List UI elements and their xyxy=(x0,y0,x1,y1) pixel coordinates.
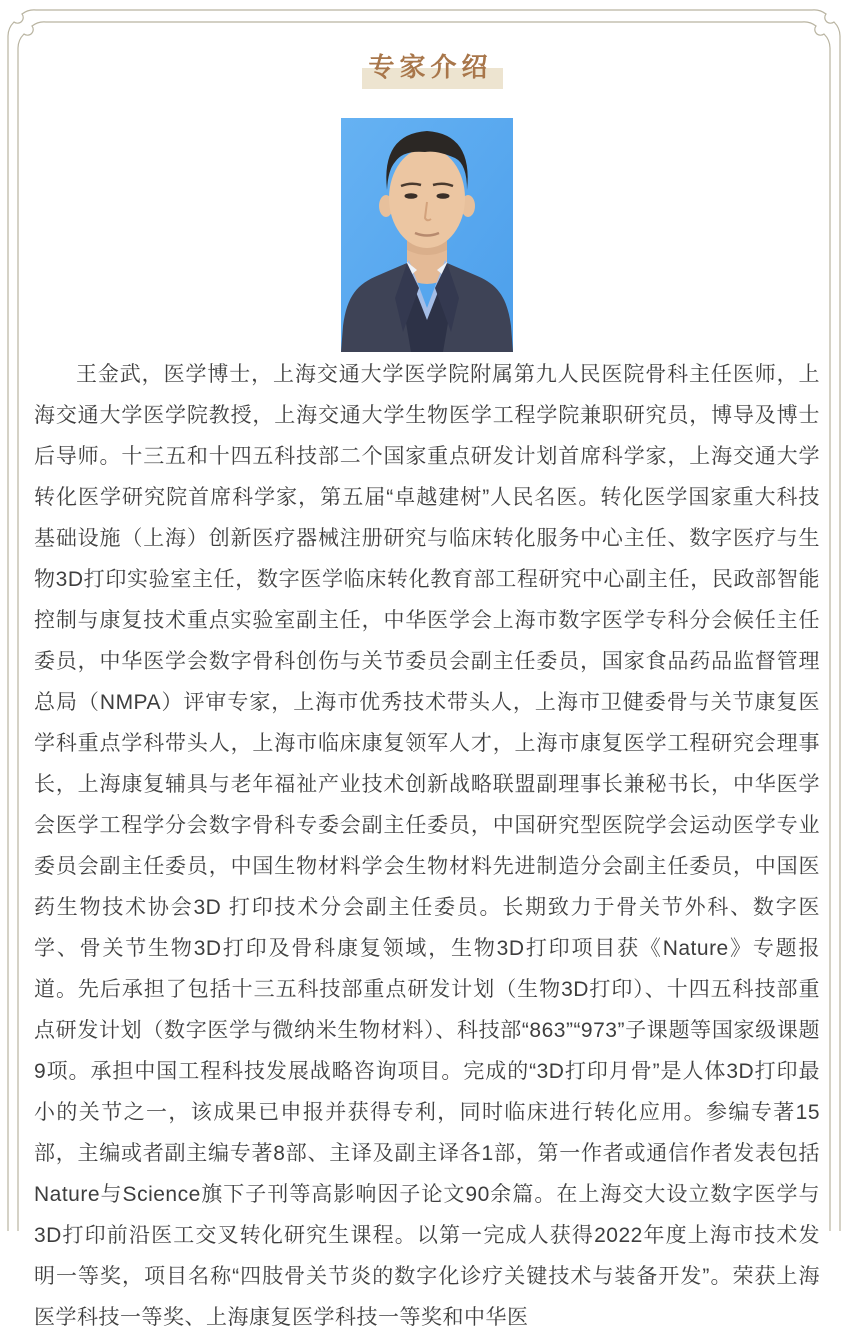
page-title: 专家介绍 xyxy=(368,52,493,82)
bio-paragraph: 王金武，医学博士，上海交通大学医学院附属第九人民医院骨科主任医师，上海交通大学医学院教授，上海交通大学生物医学工程学院兼职研究员，博导及博士后导师。十三五和十四五科技部二个国家重点研发计划首席科学家，上海交通大学转化医学研究院首席科学家，第五届“卓越建树”人民名医。转化医学国家重大科技基础设施（上海）创新医疗器械注册研究与临床转化服务中心主任、数字医疗与生物3D打印实验室主任，数字医学临床转化教育部工程研究中心副主任，民政部智能控制与康复技术重点实验室副主任，中华医学会上海市数字医学专科分会候任主任委员，中华医学会数字骨科创伤与关节委员会副主任委员，国家食品药品监督管理总局（NMPA）评审专家，上海市优秀技术带头人，上海市卫健委骨与关节康复医学科重点学科带头人，上海市临床康复领军人才，上海市康复医学工程研究会理事长，上海康复辅具与老年福祉产业技术创新战略联盟副理事长兼秘书长，中华医学会医学工程学分会数字骨科专委会副主任委员，中国研究型医院学会运动医学专业委员会副主任委员，中国生物材料学会生物材料先进制造分会副主任委员，中国医药生物技术协会3D 打印技术分会副主任委员。长期致力于骨关节外科、数字医学、骨关节生物3D打印及骨科康复领域，生物3D打印项目获《Nature》专题报道。先后承担了包括十三五科技部重点研发计划（生物3D打印）、十四五科技部重点研发计划（数字医学与微纳米生物材料）、科技部“863”“973”子课题等国家级课题9项。承担中国工程科技发展战略咨询项目。完成的“3D打印月骨”是人体3D打印最小的关节之一，该成果已申报并获得专利，同时临床进行转化应用。参编专著15部，主编或者副主编专著8部、主译及副主译各1部，第一作者或通信作者发表包括Nature与Science旗下子刊等高影响因子论文90余篇。在上海交大设立数字医学与3D打印前沿医工交叉转化研究生课程。以第一完成人获得2022年度上海市技术发明一等奖，项目名称“四肢骨关节炎的数字化诊疗关键技术与装备开发”。荣获上海医学科技一等奖、上海康复医学科技一等奖和中华医 xyxy=(34,363,820,1329)
section-title-row xyxy=(0,52,856,82)
portrait-photo-graphic xyxy=(341,118,513,352)
portrait-photo xyxy=(341,118,513,352)
